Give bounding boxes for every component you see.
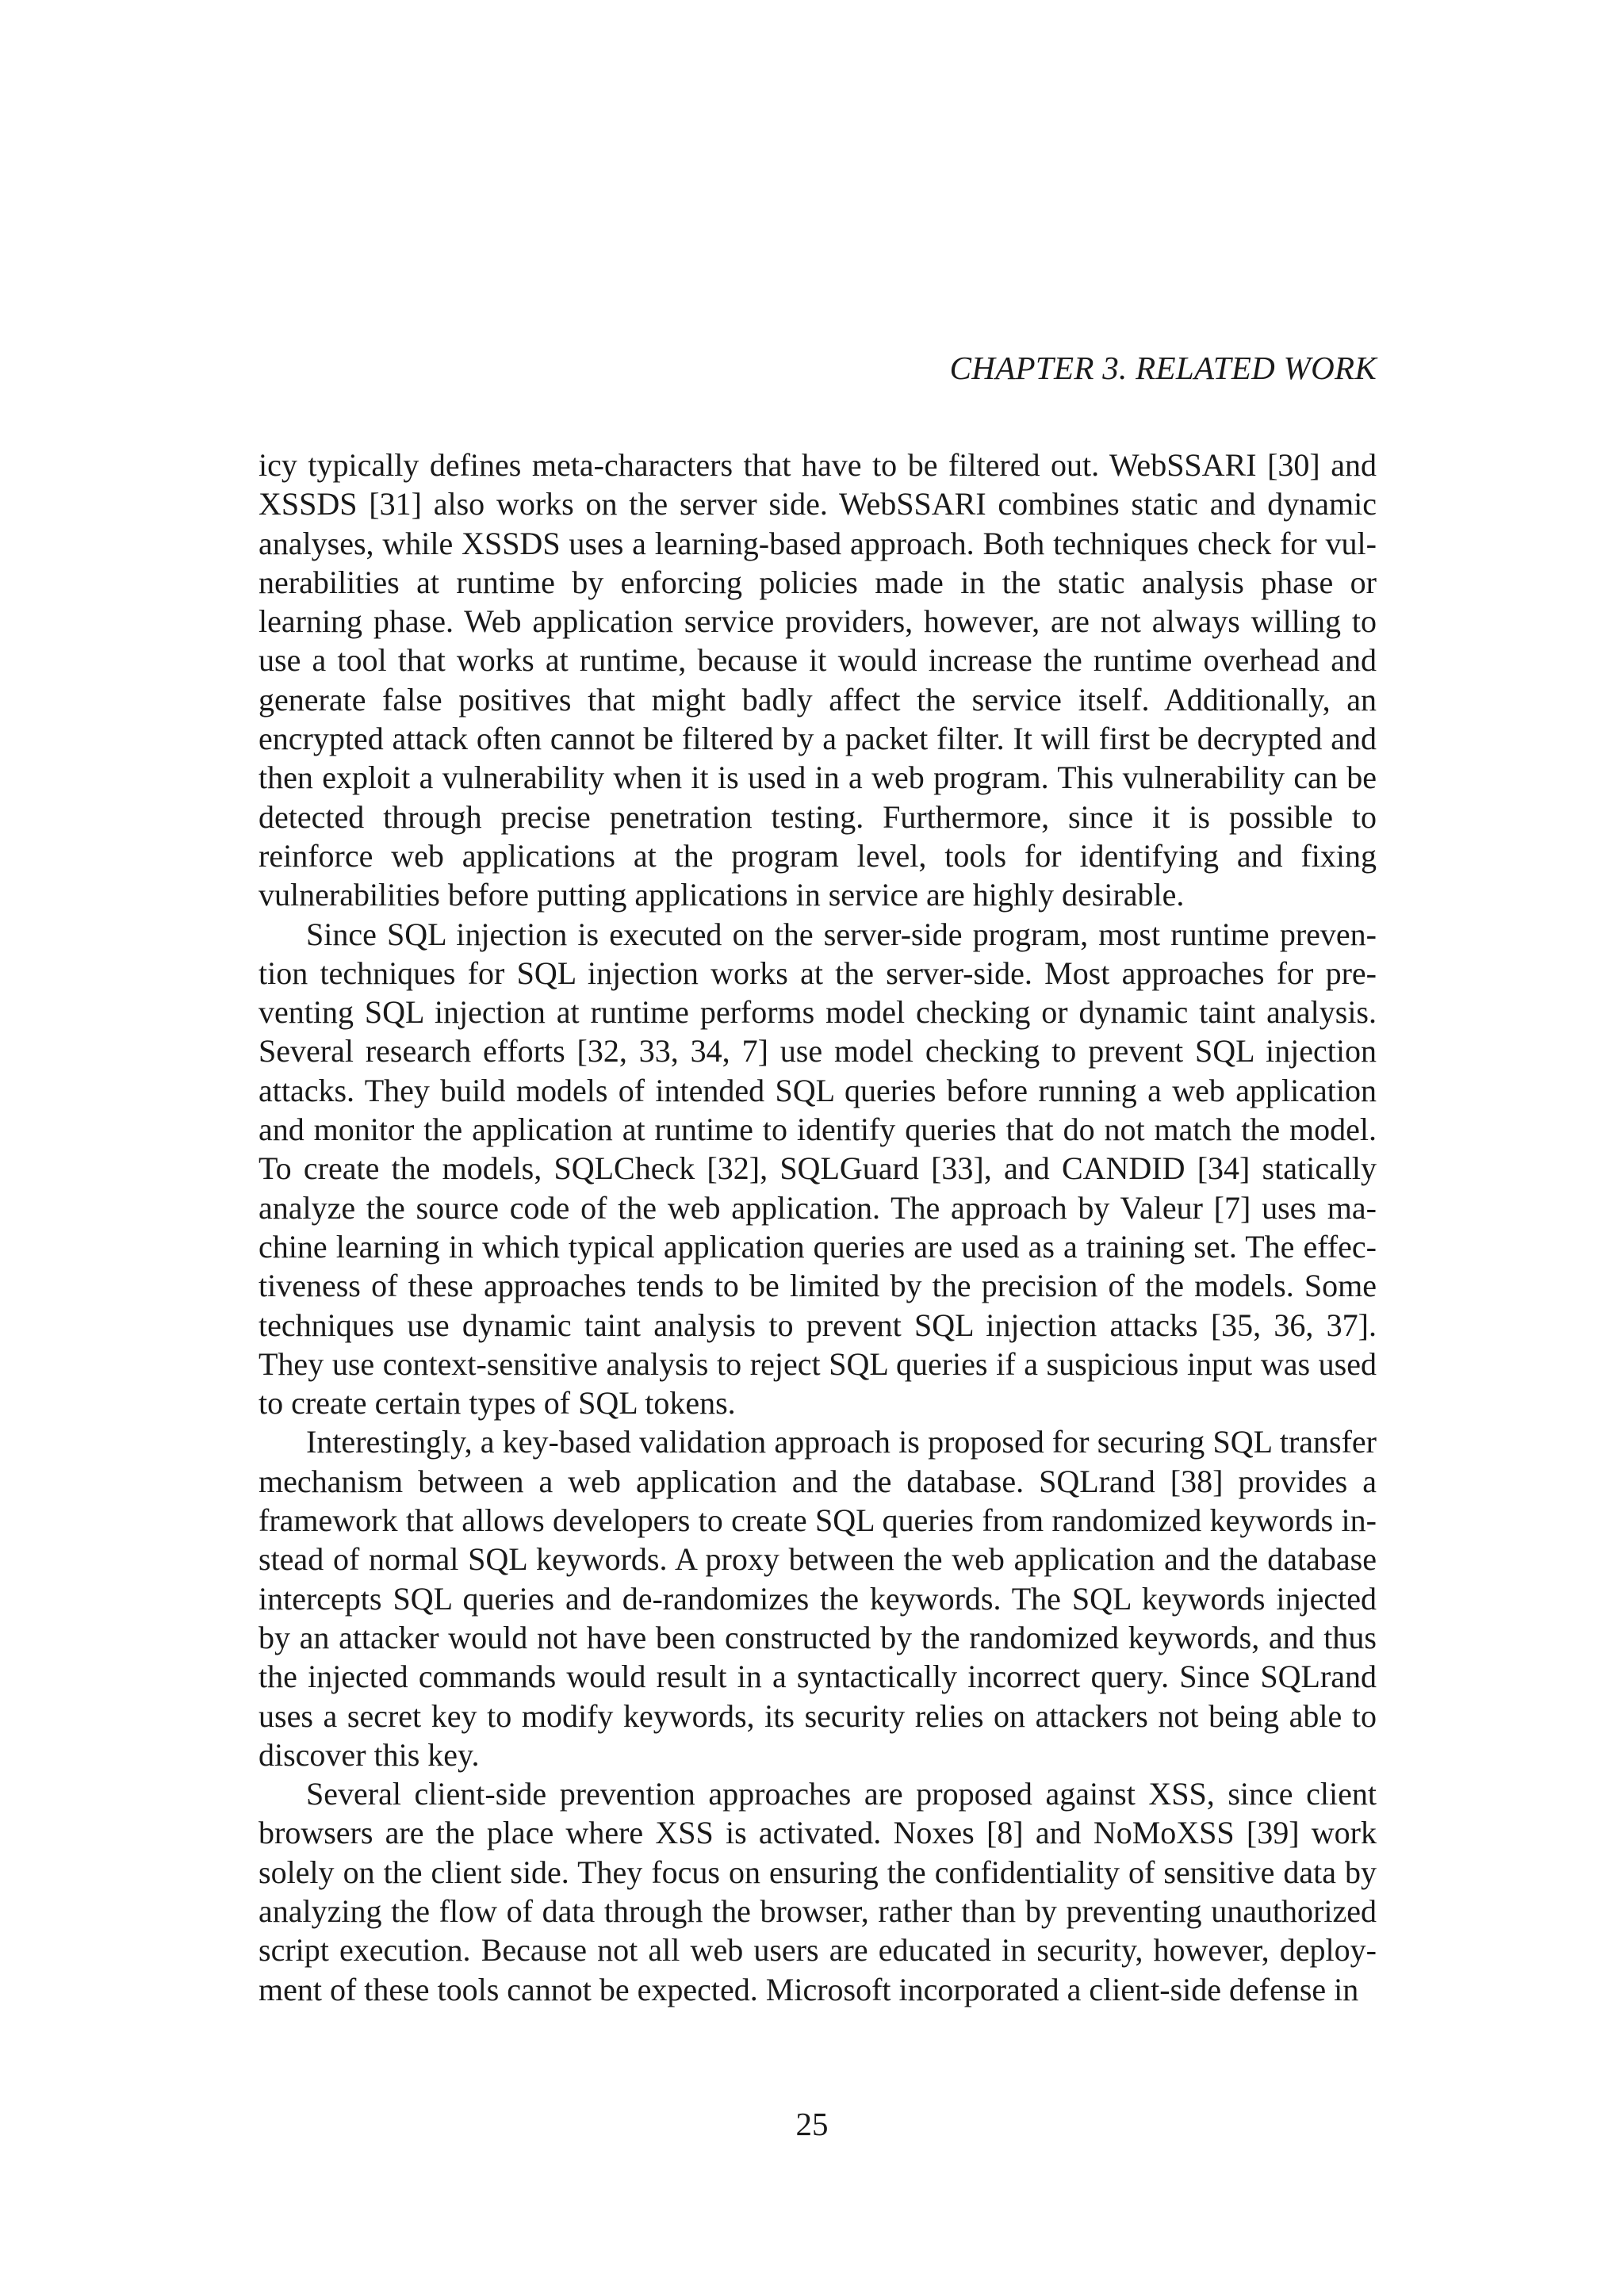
paragraph-2: Since SQL injection is executed on the server-side program, most runtime prevention techniques for SQL injection works at the server-side. Most approaches for preventing SQL injection at runtime performs model checking or dynamic taint analysis. Several research efforts [32, 33, 34, 7] use model checking to prevent SQL injection attacks. They build models of intended SQL queries before running a web application and monitor the application at runtime to identify queries that do not match the model. To create the models, SQLCheck [32], SQLGuard [33], and CANDID [34] statically analyze the source code of the web application. The approach by Valeur [7] uses machine learning in which typical application queries are used as a training set. The effectiveness of these approaches tends to be limited by the precision of the models. Some techniques use dynamic taint analysis to prevent SQL injection attacks [35, 36, 37]. They use context-sensitive analysis to reject SQL queries if a suspicious input was used to create certain types of SQL tokens. [259,916,1377,1422]
paragraph-1: icy typically defines meta-characters that have to be filtered out. WebSSARI [30] and XSSDS [31] also works on the server side. WebSSARI combines static and dynamic analyses, while XSSDS uses a learning-based approach. Both techniques check for vulnerabilities at runtime by enforcing policies made in the static analysis phase or learning phase. Web application service providers, however, are not always willing to use a tool that works at runtime, because it would increase the runtime overhead and generate false positives that might badly affect the service itself. Additionally, an encrypted attack often cannot be filtered by a packet filter. It will first be decrypted and then exploit a vulnerability when it is used in a web program. This vulnerability can be detected through precise penetration testing. Furthermore, since it is possible to reinforce web applications at the program level, tools for identifying and fixing vulnerabilities before putting applications in service are highly desirable. [259,447,1377,913]
paragraph-3: Interestingly, a key-based validation approach is proposed for securing SQL transfer mechanism between a web application and the database. SQLrand [38] provides a framework that allows developers to create SQL queries from randomized keywords instead of normal SQL keywords. A proxy between the web application and the database intercepts SQL queries and de-randomizes the keywords. The SQL keywords injected by an attacker would not have been constructed by the randomized keywords, and thus the injected commands would result in a syntactically incorrect query. Since SQLrand uses a secret key to modify keywords, its security relies on attackers not being able to discover this key. [259,1424,1377,1773]
running-header: CHAPTER 3. RELATED WORK [949,350,1377,386]
page-number: 25 [795,2106,829,2142]
paragraph-4: Several client-side prevention approaches are proposed against XSS, since client browsers are the place where XSS is activated. Noxes [8] and NoMoXSS [39] work solely on the client side. They focus on ensuring the confidentiality of sensitive data by analyzing the flow of data through the browser, rather than by preventing unauthorized script execution. Because not all web users are educated in security, however, deployment of these tools cannot be expected. Microsoft incorporated a client-side defense in [259,1776,1377,2007]
body-text [259,446,1377,2009]
